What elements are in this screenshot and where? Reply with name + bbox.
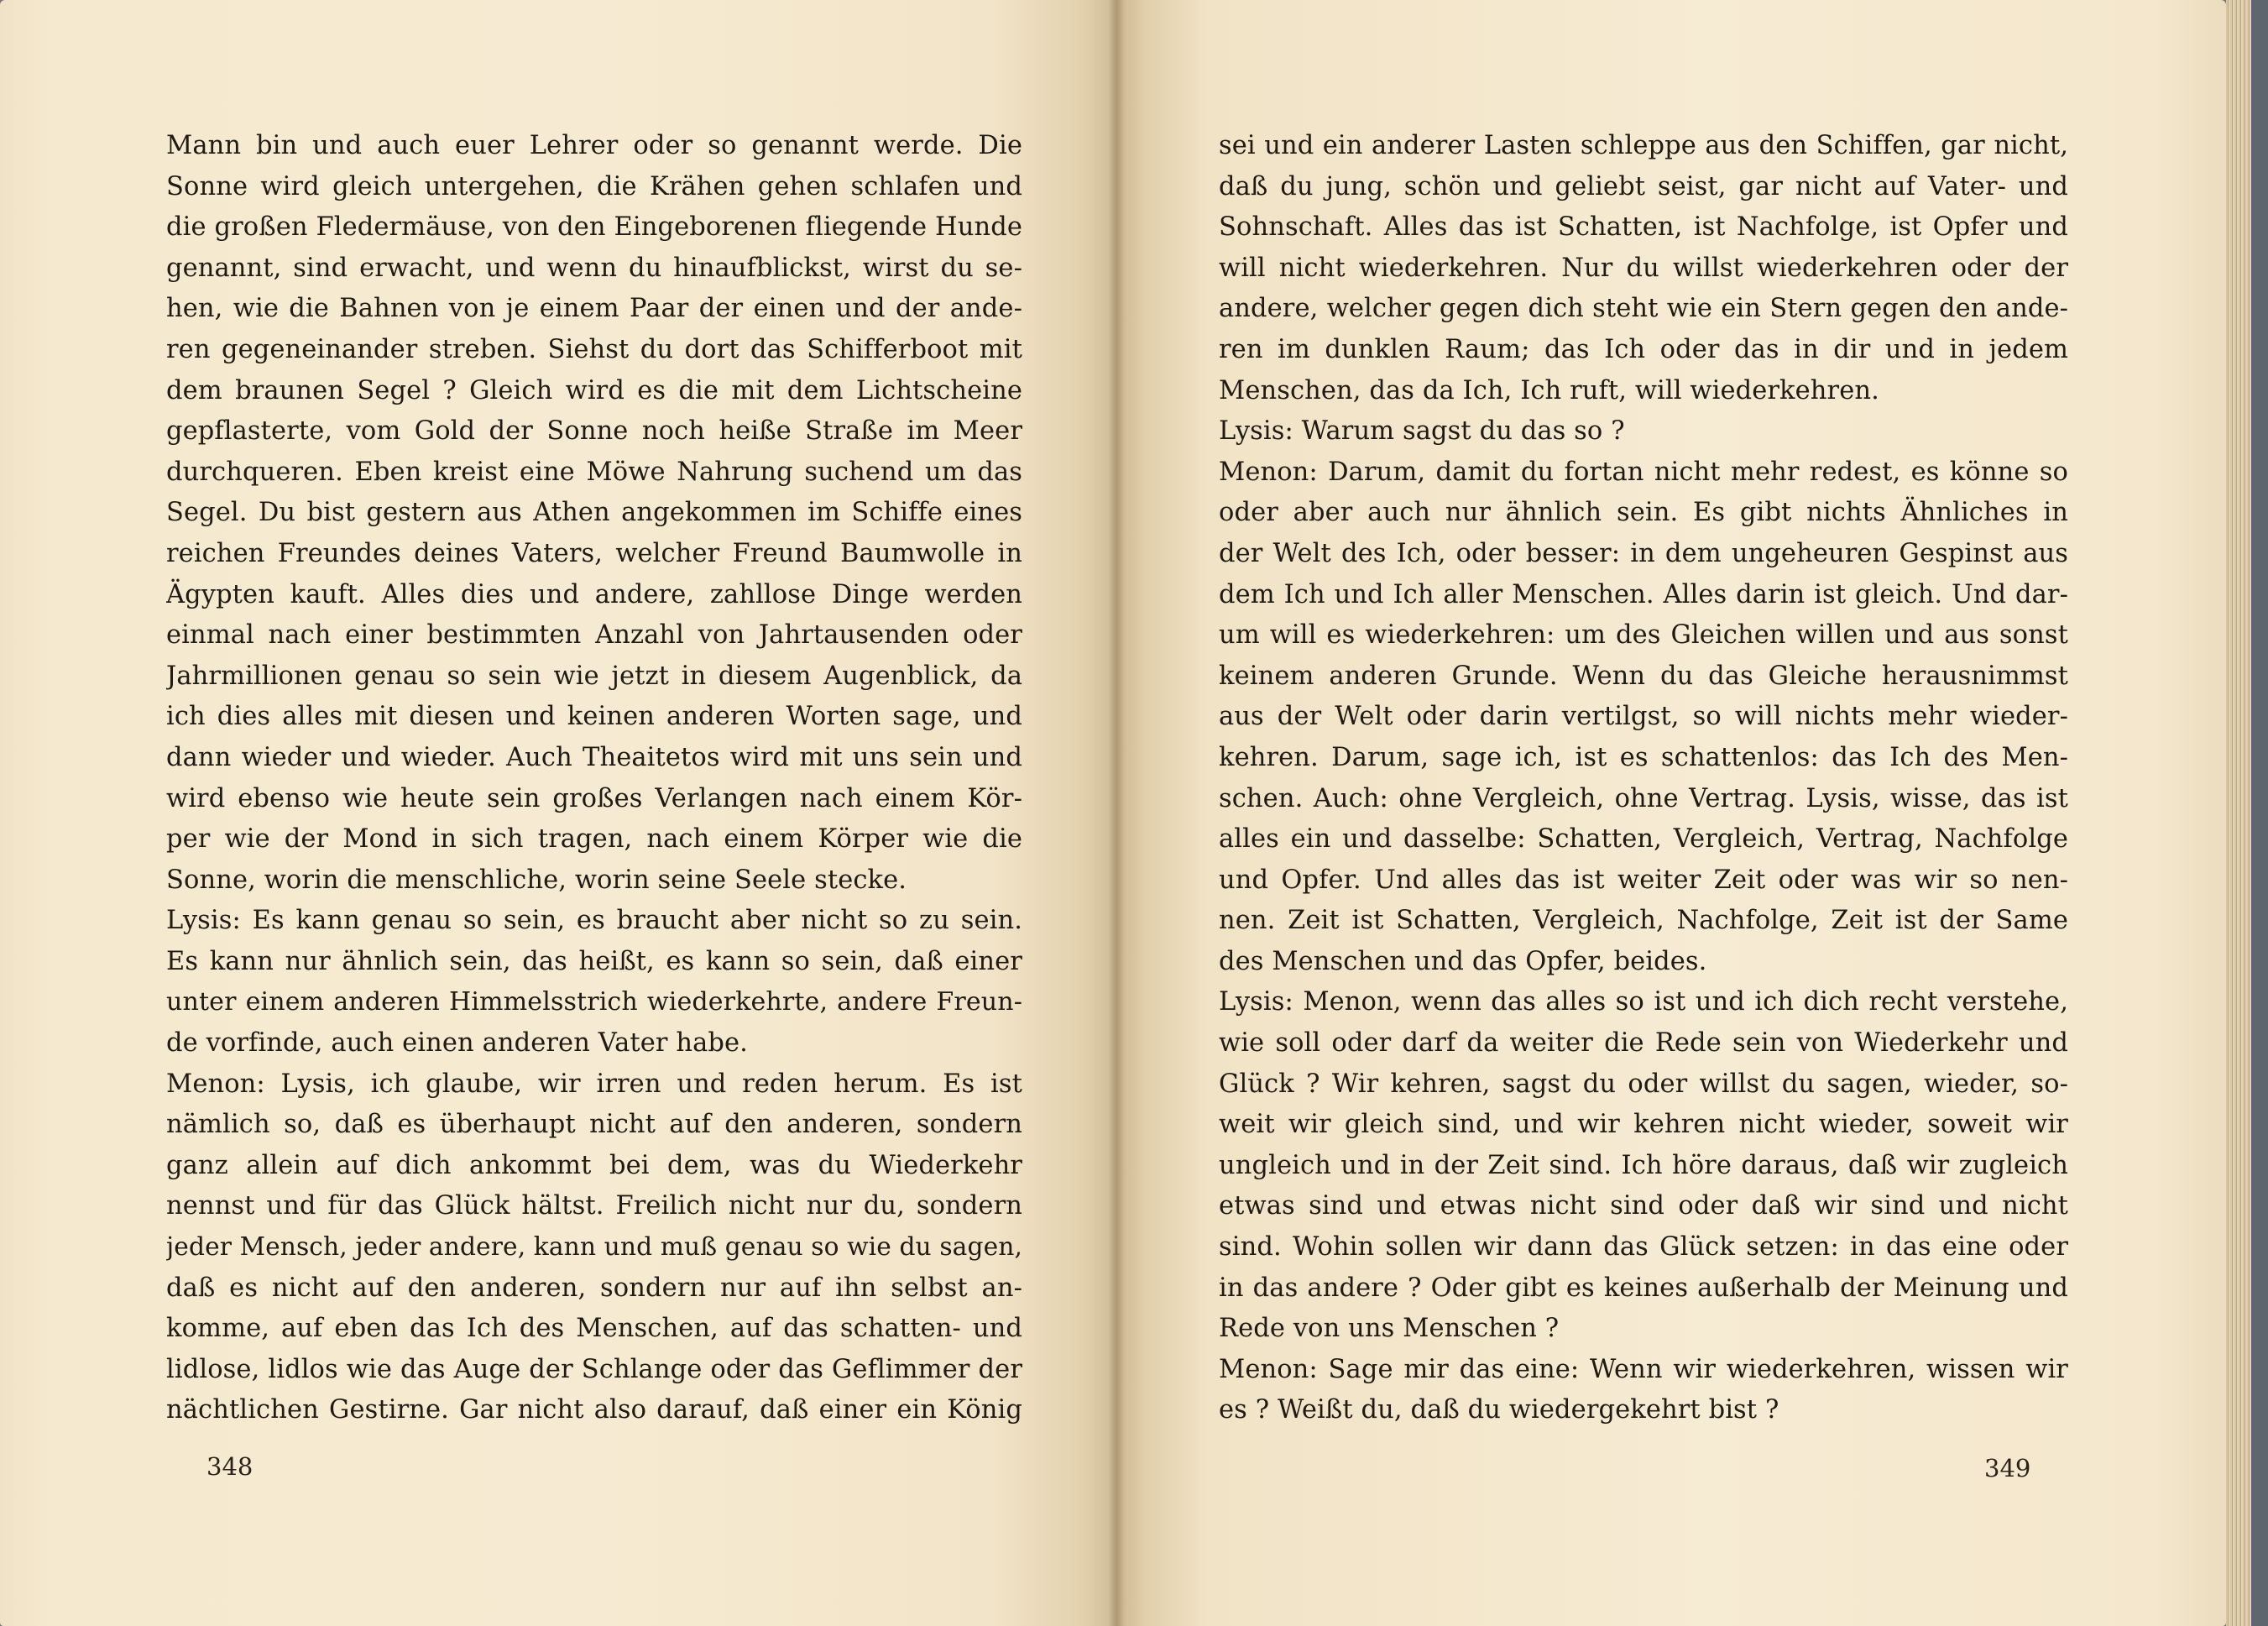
right-page <box>1116 0 2226 1626</box>
text-line: keinem anderen Grunde. Wenn du das Gleiche herausnimmst <box>1219 661 2068 691</box>
text-line: weit wir gleich sind, und wir kehren nicht wieder, soweit wir <box>1219 1110 2068 1140</box>
text-line: daß es nicht auf den anderen, sondern nur auf ihn selbst an- <box>166 1273 1022 1303</box>
right-page-text <box>1219 126 2068 1431</box>
text-line: Sonne, worin die menschliche, worin seine Seele stecke. <box>166 865 907 895</box>
scan-edge <box>2251 0 2268 1626</box>
page-number-left: 348 <box>206 1452 253 1481</box>
text-line: Es kann nur ähnlich sein, das heißt, es kann so sein, daß einer <box>166 946 1022 976</box>
text-line: ungleich und in der Zeit sind. Ich höre daraus, daß wir zugleich <box>1219 1150 2068 1180</box>
text-line: hen, wie die Bahnen von je einem Paar der einen und der ande- <box>166 294 1022 324</box>
text-line: komme, auf eben das Ich des Menschen, auf das schatten- und <box>166 1314 1022 1344</box>
text-line: ren im dunklen Raum; das Ich oder das in dir und in jedem <box>1219 334 2068 364</box>
text-line: nächtlichen Gestirne. Gar nicht also darauf, daß einer ein König <box>166 1395 1022 1425</box>
text-line: reichen Freundes deines Vaters, welcher Freund Baumwolle in <box>166 538 1022 568</box>
text-line: des Menschen und das Opfer, beides. <box>1219 946 1707 976</box>
text-line: Mann bin und auch euer Lehrer oder so genannt werde. Die <box>166 131 1022 160</box>
text-line: aus der Welt oder darin vertilgst, so will nichts mehr wieder- <box>1219 702 2068 732</box>
text-line: daß du jung, schön und geliebt seist, gar nicht auf Vater- und <box>1219 171 2068 201</box>
text-line: dem braunen Segel ? Gleich wird es die mit dem Lichtscheine <box>166 375 1022 405</box>
text-line: oder aber auch nur ähnlich sein. Es gibt nichts Ähnliches in <box>1219 498 2068 528</box>
text-line: will nicht wiederkehren. Nur du willst wiederkehren oder der <box>1219 253 2068 283</box>
text-line: Menon: Sage mir das eine: Wenn wir wiederkehren, wissen wir <box>1219 1354 2068 1384</box>
text-line: es ? Weißt du, daß du wiedergekehrt bist ? <box>1219 1395 1779 1425</box>
text-line: Segel. Du bist gestern aus Athen angekommen im Schiffe eines <box>166 498 1022 528</box>
text-line: ren gegeneinander streben. Siehst du dort das Schifferboot mit <box>166 334 1022 364</box>
text-line: Rede von uns Menschen ? <box>1219 1314 1560 1344</box>
text-line: sind. Wohin sollen wir dann das Glück setzen: in das eine oder <box>1219 1232 2068 1263</box>
left-page-text <box>166 126 1022 1431</box>
text-line: Glück ? Wir kehren, sagst du oder willst du sagen, wieder, so- <box>1219 1069 2068 1099</box>
text-line: Menon: Lysis, ich glaube, wir irren und reden herum. Es ist <box>166 1069 1022 1099</box>
text-line: Lysis: Menon, wenn das alles so ist und ich dich recht verstehe, <box>1219 987 2068 1017</box>
text-line: sei und ein anderer Lasten schleppe aus den Schiffen, gar nicht, <box>1219 131 2068 160</box>
text-line: wie soll oder darf da weiter die Rede sein von Wiederkehr und <box>1219 1028 2068 1059</box>
text-line: lidlose, lidlos wie das Auge der Schlange oder das Geflimmer der <box>166 1354 1022 1384</box>
text-line: etwas sind und etwas nicht sind oder daß wir sind und nicht <box>1219 1191 2068 1221</box>
text-line: alles ein und dasselbe: Schatten, Vergleich, Vertrag, Nachfolge <box>1219 824 2068 855</box>
text-line: um will es wiederkehren: um des Gleichen willen und aus sonst <box>1219 620 2068 651</box>
left-page <box>0 0 1116 1626</box>
text-line: wird ebenso wie heute sein großes Verlangen nach einem Kör- <box>166 783 1022 813</box>
text-line: Ägypten kauft. Alles dies und andere, zahllose Dinge werden <box>166 579 1022 609</box>
text-line: in das andere ? Oder gibt es keines außerhalb der Meinung und <box>1219 1273 2068 1303</box>
text-line: Lysis: Warum sagst du das so ? <box>1219 416 1625 447</box>
text-line: Lysis: Es kann genau so sein, es braucht aber nicht so zu sein. <box>166 906 1022 936</box>
text-line: Sonne wird gleich untergehen, die Krähen gehen schlafen und <box>166 171 1022 201</box>
text-line: dem Ich und Ich aller Menschen. Alles darin ist gleich. Und dar- <box>1219 579 2068 609</box>
text-line: per wie der Mond in sich tragen, nach einem Körper wie die <box>166 824 1022 855</box>
text-line: jeder Mensch, jeder andere, kann und muß genau so wie du sagen, <box>166 1232 1022 1263</box>
text-line: nämlich so, daß es überhaupt nicht auf den anderen, sondern <box>166 1110 1022 1140</box>
text-line: gepflasterte, vom Gold der Sonne noch heiße Straße im Meer <box>166 416 1022 447</box>
text-line: andere, welcher gegen dich steht wie ein Stern gegen den ande- <box>1219 294 2068 324</box>
text-line: ganz allein auf dich ankommt bei dem, was du Wiederkehr <box>166 1150 1022 1180</box>
text-line: Menschen, das da Ich, Ich ruft, will wiederkehren. <box>1219 375 1879 405</box>
text-line: schen. Auch: ohne Vergleich, ohne Vertrag. Lysis, wisse, das ist <box>1219 783 2068 813</box>
text-line: Menon: Darum, damit du fortan nicht mehr redest, es könne so <box>1219 457 2068 487</box>
text-line: ich dies alles mit diesen und keinen anderen Worten sage, und <box>166 702 1022 732</box>
text-line: unter einem anderen Himmelsstrich wiederkehrte, andere Freun- <box>166 987 1022 1017</box>
text-line: die großen Fledermäuse, von den Eingeborenen fliegende Hunde <box>166 212 1022 243</box>
text-line: de vorfinde, auch einen anderen Vater habe. <box>166 1028 748 1059</box>
text-line: dann wieder und wieder. Auch Theaitetos wird mit uns sein und <box>166 742 1022 772</box>
text-line: und Opfer. Und alles das ist weiter Zeit oder was wir so nen- <box>1219 865 2068 895</box>
text-line: einmal nach einer bestimmten Anzahl von Jahrtausenden oder <box>166 620 1022 651</box>
text-line: Sohnschaft. Alles das ist Schatten, ist Nachfolge, ist Opfer und <box>1219 212 2068 243</box>
text-line: durchqueren. Eben kreist eine Möwe Nahrung suchend um das <box>166 457 1022 487</box>
text-line: genannt, sind erwacht, und wenn du hinaufblickst, wirst du se- <box>166 253 1022 283</box>
text-line: Jahrmillionen genau so sein wie jetzt in diesem Augenblick, da <box>166 661 1022 691</box>
book-gutter <box>1108 0 1125 1626</box>
page-number-right: 349 <box>1984 1454 2031 1482</box>
text-line: kehren. Darum, sage ich, ist es schattenlos: das Ich des Men- <box>1219 742 2068 772</box>
text-line: nen. Zeit ist Schatten, Vergleich, Nachfolge, Zeit ist der Same <box>1219 906 2068 936</box>
text-line: nennst und für das Glück hältst. Freilich nicht nur du, sondern <box>166 1191 1022 1221</box>
text-line: der Welt des Ich, oder besser: in dem ungeheuren Gespinst aus <box>1219 538 2068 568</box>
